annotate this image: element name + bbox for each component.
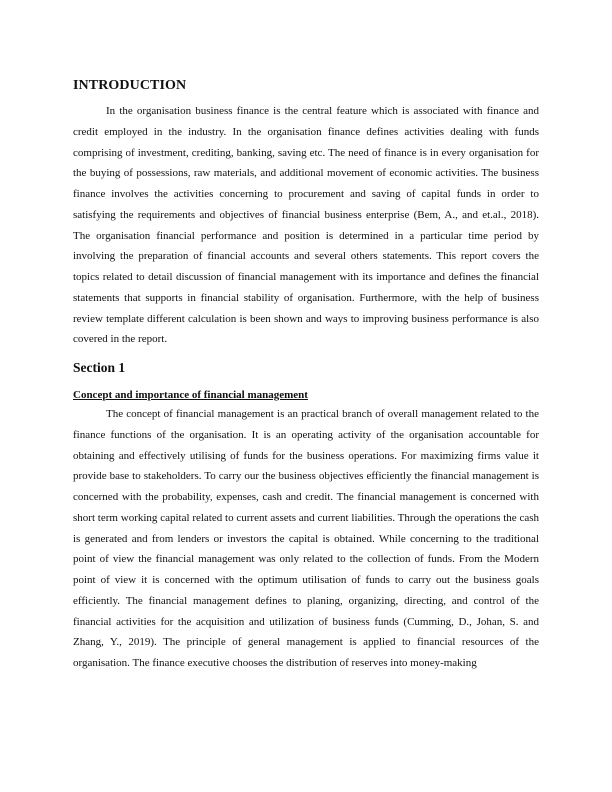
financial-management-paragraph: The concept of financial management is an practical branch of overall management related to the finance functions of the organisation. It is an operating activity of the organisation accountable for obtaining and effectively utilising of funds for the business operations. For maximizing firms value it provide base to stakeholders. To carry our the business objectives efficiently the financial management is concerned with the probability, expenses, cash and credit. The financial management is concerned with short term working capital related to current assets and current liabilities. Through the operations the cash is generated and from lenders or investors the capital is obtained. While concerning to the traditional point of view the financial management was only related to the collection of funds. From the Modern point of view it is concerned with the optimum utilisation of funds to carry out the business goals efficiently. The financial management defines to planing, organizing, directing, and control of the financial activities for the acquisition and utilization of business funds (Cumming, D., Johan, S. and Zhang, Y., 2019). The principle of general management is applied to financial resources of the organisation. The finance executive chooses the distribution of reserves into money-making [73, 408, 539, 669]
introduction-heading: INTRODUCTION [73, 78, 187, 93]
section-1-heading: Section 1 [73, 360, 126, 375]
financial-management-subheading: Concept and importance of financial management [73, 389, 308, 401]
page-content [73, 76, 539, 674]
introduction-paragraph: In the organisation business finance is the central feature which is associated with finance and credit employed in the industry. In the organisation finance defines activities dealing with funds comprising of investment, crediting, banking, saving etc. The need of finance is in every organisation for the buying of possessions, raw materials, and additional movement of economic activities. The business finance involves the activities concerning to procurement and saving of capital funds in order to satisfying the requirements and objectives of financial business enterprise (Bem, A., and et.al., 2018). The organisation financial performance and position is determined in a particular time period by involving the preparation of financial accounts and several others statements. This report covers the topics related to detail discussion of financial management with its importance and defines the financial statements that supports in financial stability of organisation. Furthermore, with the help of business review template different calculation is been shown and ways to improving business performance is also covered in the report. [73, 105, 539, 346]
